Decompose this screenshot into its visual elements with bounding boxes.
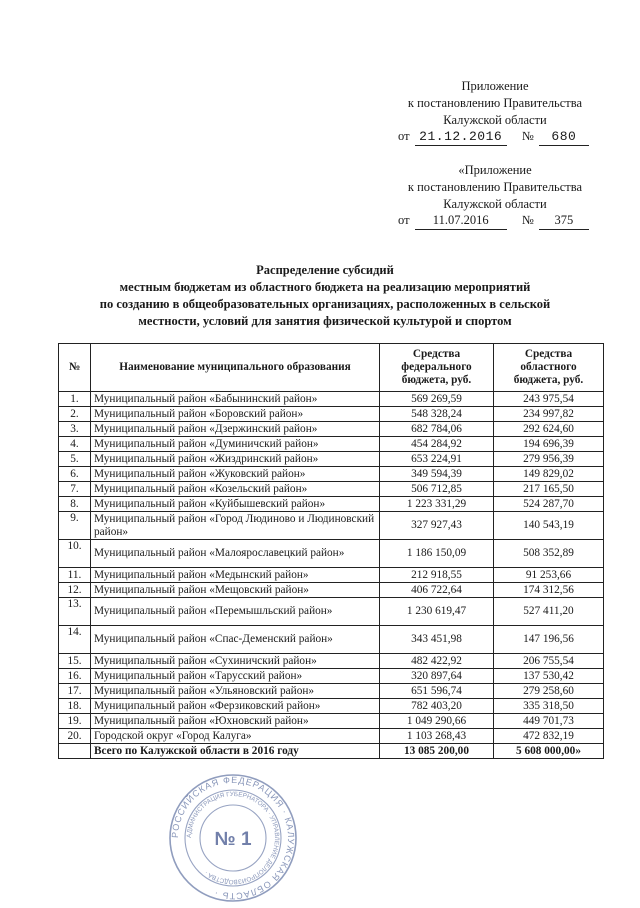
- header-regional: Средства областного бюджета, руб.: [494, 344, 604, 392]
- prev-appendix-num-sign: №: [521, 213, 534, 227]
- table-row: [59, 512, 604, 540]
- row-num: 14.: [59, 626, 91, 654]
- table-row: [59, 482, 604, 497]
- appendix-num-sign: №: [521, 129, 534, 143]
- appendix-title: Приложение: [461, 79, 529, 93]
- heading-line1: Распределение субсидий: [256, 263, 394, 277]
- seal-number: № 1: [214, 829, 252, 850]
- row-name: Муниципальный район «Город Людиново и Людиновский район»: [91, 512, 380, 540]
- appendix-date-prefix: от: [398, 129, 410, 143]
- header-federal: Средства федерального бюджета, руб.: [380, 344, 494, 392]
- total-num-cell: [59, 744, 91, 759]
- row-num: 19.: [59, 714, 91, 729]
- row-name: Муниципальный район «Ферзиковский район»: [91, 699, 380, 714]
- row-regional: 194 696,39: [494, 437, 604, 452]
- table-row: [59, 467, 604, 482]
- row-regional: 472 832,19: [494, 729, 604, 744]
- table-row: [59, 699, 604, 714]
- row-num: 4.: [59, 437, 91, 452]
- row-regional: 279 258,60: [494, 684, 604, 699]
- table-row: [59, 540, 604, 568]
- prev-appendix-block: [390, 162, 600, 213]
- heading-line2: местным бюджетам из областного бюджета на реализацию мероприятий: [119, 280, 531, 294]
- row-name: Муниципальный район «Мещовский район»: [91, 583, 380, 598]
- header-name: Наименование муниципального образования: [91, 344, 380, 392]
- row-regional: 217 165,50: [494, 482, 604, 497]
- table-row: [59, 684, 604, 699]
- row-federal: 1 186 150,09: [380, 540, 494, 568]
- heading-line4: местности, условий для занятия физической культурой и спортом: [138, 314, 512, 328]
- header-num: №: [59, 344, 91, 392]
- official-seal: [168, 773, 298, 908]
- row-federal: 1 103 268,43: [380, 729, 494, 744]
- row-regional: 206 755,54: [494, 654, 604, 669]
- row-federal: 343 451,98: [380, 626, 494, 654]
- row-num: 16.: [59, 669, 91, 684]
- row-name: Муниципальный район «Ульяновский район»: [91, 684, 380, 699]
- row-federal: 1 049 290,66: [380, 714, 494, 729]
- table-row: [59, 452, 604, 467]
- total-regional: 5 608 000,00»: [494, 744, 604, 759]
- row-federal: 506 712,85: [380, 482, 494, 497]
- table-row: [59, 714, 604, 729]
- row-federal: 782 403,20: [380, 699, 494, 714]
- row-federal: 349 594,39: [380, 467, 494, 482]
- row-federal: 569 269,59: [380, 392, 494, 407]
- row-regional: 149 829,02: [494, 467, 604, 482]
- row-regional: 234 997,82: [494, 407, 604, 422]
- row-federal: 320 897,64: [380, 669, 494, 684]
- row-federal: 454 284,92: [380, 437, 494, 452]
- row-regional: 279 956,39: [494, 452, 604, 467]
- table-row: [59, 626, 604, 654]
- seal-graphic: [168, 773, 298, 903]
- appendix-block: [390, 78, 600, 129]
- row-regional: 174 312,56: [494, 583, 604, 598]
- row-name: Муниципальный район «Малоярославецкий район»: [91, 540, 380, 568]
- row-regional: 449 701,73: [494, 714, 604, 729]
- row-federal: 327 927,43: [380, 512, 494, 540]
- appendix-date-row: [398, 128, 598, 146]
- row-num: 3.: [59, 422, 91, 437]
- row-name: Городской округ «Город Калуга»: [91, 729, 380, 744]
- prev-appendix-date-row: [398, 212, 598, 230]
- row-regional: 527 411,20: [494, 598, 604, 626]
- row-federal: 651 596,74: [380, 684, 494, 699]
- row-federal: 653 224,91: [380, 452, 494, 467]
- row-regional: 137 530,42: [494, 669, 604, 684]
- appendix-date: 21.12.2016: [415, 128, 507, 146]
- row-regional: 292 624,60: [494, 422, 604, 437]
- row-name: Муниципальный район «Спас-Деменский район»: [91, 626, 380, 654]
- row-regional: 335 318,50: [494, 699, 604, 714]
- row-name: Муниципальный район «Перемышльский район»: [91, 598, 380, 626]
- row-name: Муниципальный район «Жиздринский район»: [91, 452, 380, 467]
- prev-appendix-line3: Калужской области: [443, 197, 547, 211]
- row-federal: 212 918,55: [380, 568, 494, 583]
- subsidy-table: [58, 343, 604, 759]
- row-name: Муниципальный район «Бабынинский район»: [91, 392, 380, 407]
- total-federal: 13 085 200,00: [380, 744, 494, 759]
- document-heading: [40, 262, 610, 330]
- row-regional: 243 975,54: [494, 392, 604, 407]
- row-name: Муниципальный район «Тарусский район»: [91, 669, 380, 684]
- row-name: Муниципальный район «Медынский район»: [91, 568, 380, 583]
- row-federal: 406 722,64: [380, 583, 494, 598]
- row-federal: 548 328,24: [380, 407, 494, 422]
- total-label: Всего по Калужской области в 2016 году: [91, 744, 380, 759]
- row-num: 13.: [59, 598, 91, 626]
- table-row: [59, 729, 604, 744]
- total-row: [59, 744, 604, 759]
- prev-appendix-title: «Приложение: [458, 163, 532, 177]
- row-num: 10.: [59, 540, 91, 568]
- table-row: [59, 598, 604, 626]
- appendix-number: 680: [539, 128, 589, 146]
- row-num: 12.: [59, 583, 91, 598]
- prev-appendix-line2: к постановлению Правительства: [407, 180, 583, 194]
- row-name: Муниципальный район «Сухиничский район»: [91, 654, 380, 669]
- row-num: 2.: [59, 407, 91, 422]
- prev-appendix-date-prefix: от: [398, 213, 410, 227]
- heading-line3: по созданию в общеобразовательных организациях, расположенных в сельской: [99, 297, 551, 311]
- row-num: 5.: [59, 452, 91, 467]
- row-num: 9.: [59, 512, 91, 540]
- row-name: Муниципальный район «Куйбышевский район»: [91, 497, 380, 512]
- appendix-line2: к постановлению Правительства: [407, 96, 583, 110]
- table-row: [59, 497, 604, 512]
- table-row: [59, 654, 604, 669]
- table-row: [59, 583, 604, 598]
- table-row: [59, 669, 604, 684]
- row-regional: 147 196,56: [494, 626, 604, 654]
- row-regional: 91 253,66: [494, 568, 604, 583]
- seal-outer-text: РОССИЙСКАЯ ФЕДЕРАЦИЯ · КАЛУЖСКАЯ ОБЛАСТЬ ·: [169, 774, 297, 902]
- row-federal: 1 223 331,29: [380, 497, 494, 512]
- row-regional: 140 543,19: [494, 512, 604, 540]
- table-row: [59, 392, 604, 407]
- seal-inner-text: АДМИНИСТРАЦИЯ ГУБЕРНАТОРА · УПРАВЛЕНИЕ ДЕЛОПРОИЗВОДСТВА ·: [185, 790, 281, 886]
- row-name: Муниципальный район «Дзержинский район»: [91, 422, 380, 437]
- appendix-line3: Калужской области: [443, 113, 547, 127]
- row-name: Муниципальный район «Юхновский район»: [91, 714, 380, 729]
- row-federal: 1 230 619,47: [380, 598, 494, 626]
- table-row: [59, 422, 604, 437]
- row-regional: 524 287,70: [494, 497, 604, 512]
- row-num: 20.: [59, 729, 91, 744]
- table-row: [59, 568, 604, 583]
- row-federal: 482 422,92: [380, 654, 494, 669]
- row-num: 15.: [59, 654, 91, 669]
- row-name: Муниципальный район «Жуковский район»: [91, 467, 380, 482]
- row-num: 18.: [59, 699, 91, 714]
- row-num: 17.: [59, 684, 91, 699]
- row-num: 6.: [59, 467, 91, 482]
- row-name: Муниципальный район «Козельский район»: [91, 482, 380, 497]
- row-num: 1.: [59, 392, 91, 407]
- prev-appendix-number: 375: [539, 212, 589, 230]
- table-row: [59, 407, 604, 422]
- table-row: [59, 437, 604, 452]
- row-num: 7.: [59, 482, 91, 497]
- row-num: 11.: [59, 568, 91, 583]
- row-name: Муниципальный район «Боровский район»: [91, 407, 380, 422]
- row-name: Муниципальный район «Думиничский район»: [91, 437, 380, 452]
- prev-appendix-date: 11.07.2016: [415, 212, 507, 230]
- row-regional: 508 352,89: [494, 540, 604, 568]
- row-num: 8.: [59, 497, 91, 512]
- row-federal: 682 784,06: [380, 422, 494, 437]
